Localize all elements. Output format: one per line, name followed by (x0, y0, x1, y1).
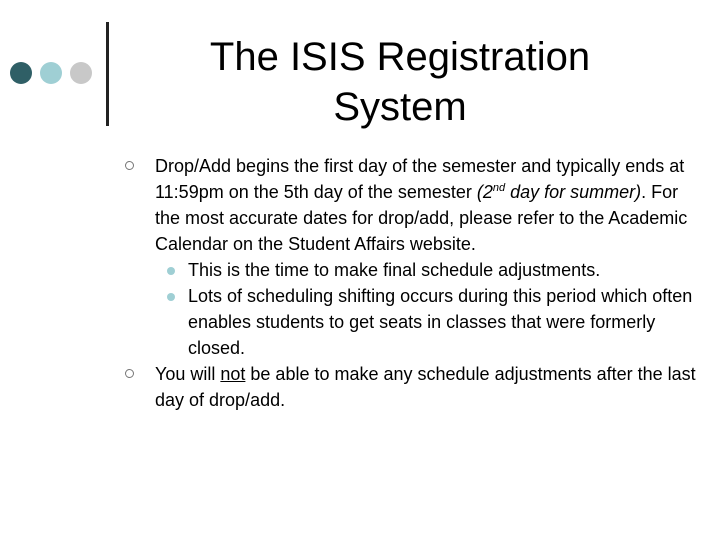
slide-title-line-1: The ISIS Registration (209, 35, 591, 79)
light-teal-dot-icon (40, 62, 62, 84)
bullet-text: You will (155, 364, 221, 384)
bullet-drop-add (125, 153, 705, 257)
slide-body (125, 153, 705, 413)
dot-bullet-icon (167, 267, 175, 275)
bullet-no-adjustments (125, 361, 705, 413)
sub-bullet-final-adjustments (125, 257, 705, 283)
bullet-text-continued: . For the most accurate dates for drop/add, please refer to the Academic Calendar on the Student Affairs website. (155, 182, 688, 254)
dark-teal-dot-icon (10, 62, 32, 84)
bullet-italic-text: (2nd day for summer) (476, 182, 642, 202)
decorative-dots (10, 62, 100, 86)
bullet-text: Drop/Add begins the first day of the semester and typically ends at 11:59pm on the 5th day of the semester (155, 156, 685, 202)
bullet-text-continued: be able to make any schedule adjustments after the last day of drop/add. (155, 364, 696, 410)
ring-bullet-icon (125, 369, 134, 378)
gray-dot-icon (70, 62, 92, 84)
sub-bullet-text: Lots of scheduling shifting occurs during this period which often enables students to get seats in classes that were formerly closed. (188, 286, 693, 358)
underlined-text: not (220, 364, 246, 384)
sub-bullet-scheduling-shifting (125, 283, 705, 361)
sub-bullet-text: This is the time to make final schedule adjustments. (188, 260, 601, 280)
ring-bullet-icon (125, 161, 134, 170)
slide-title-line-2: System (333, 85, 467, 129)
superscript: nd (492, 182, 506, 194)
slide-title (140, 32, 660, 132)
title-divider-line (106, 22, 109, 126)
dot-bullet-icon (167, 293, 175, 301)
